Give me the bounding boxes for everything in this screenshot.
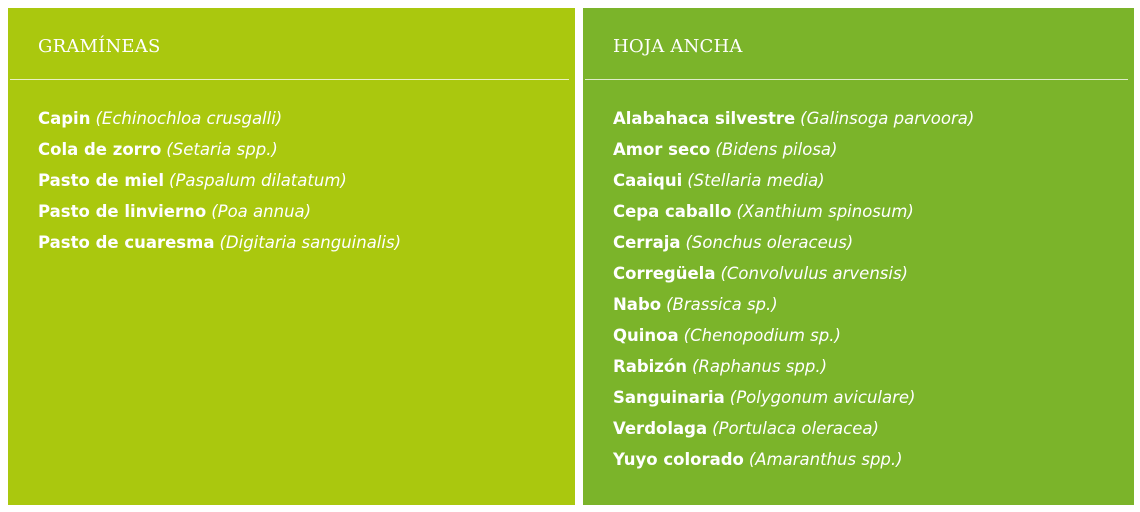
scientific-name: (Chenopodium sp.) <box>683 326 841 345</box>
scientific-name: (Galinsoga parvoora) <box>800 109 975 128</box>
scientific-name: (Echinochloa crusgalli) <box>95 109 283 128</box>
scientific-name: (Sonchus oleraceus) <box>685 233 854 252</box>
list-item <box>38 230 565 261</box>
scientific-name: (Bidens pilosa) <box>715 140 838 159</box>
common-name: Alabahaca silvestre <box>613 109 796 128</box>
common-name: Pasto de miel <box>38 171 165 190</box>
hoja-ancha-title: HOJA ANCHA <box>613 36 743 57</box>
common-name: Caaiqui <box>613 171 683 190</box>
list-item <box>613 385 1124 416</box>
list-item <box>613 230 1124 261</box>
scientific-name: (Poa annua) <box>211 202 312 221</box>
list-item <box>38 106 565 137</box>
hoja-ancha-panel <box>583 8 1134 505</box>
common-name: Sanguinaria <box>613 388 725 407</box>
hoja-ancha-list <box>613 106 1124 478</box>
gramineas-divider <box>10 79 569 80</box>
list-item <box>613 137 1124 168</box>
scientific-name: (Paspalum dilatatum) <box>169 171 347 190</box>
common-name: Pasto de linvierno <box>38 202 207 221</box>
scientific-name: (Brassica sp.) <box>666 295 778 314</box>
scientific-name: (Portulaca oleracea) <box>712 419 879 438</box>
scientific-name: (Convolvulus arvensis) <box>720 264 908 283</box>
list-item <box>38 199 565 230</box>
list-item <box>613 261 1124 292</box>
list-item <box>613 323 1124 354</box>
list-item <box>38 168 565 199</box>
common-name: Cepa caballo <box>613 202 732 221</box>
common-name: Pasto de cuaresma <box>38 233 215 252</box>
gramineas-panel <box>8 8 575 505</box>
common-name: Cola de zorro <box>38 140 162 159</box>
common-name: Yuyo colorado <box>613 450 744 469</box>
gramineas-title: GRAMÍNEAS <box>38 36 161 57</box>
scientific-name: (Digitaria sanguinalis) <box>219 233 402 252</box>
common-name: Cerraja <box>613 233 681 252</box>
list-item <box>613 106 1124 137</box>
scientific-name: (Raphanus spp.) <box>692 357 828 376</box>
scientific-name: (Stellaria media) <box>687 171 825 190</box>
list-item <box>613 354 1124 385</box>
list-item <box>38 137 565 168</box>
common-name: Nabo <box>613 295 662 314</box>
list-item <box>613 416 1124 447</box>
list-item <box>613 168 1124 199</box>
common-name: Corregüela <box>613 264 716 283</box>
scientific-name: (Setaria spp.) <box>166 140 278 159</box>
common-name: Quinoa <box>613 326 679 345</box>
list-item <box>613 292 1124 323</box>
list-item <box>613 199 1124 230</box>
common-name: Verdolaga <box>613 419 708 438</box>
scientific-name: (Amaranthus spp.) <box>748 450 903 469</box>
gramineas-list <box>38 106 565 261</box>
common-name: Amor seco <box>613 140 711 159</box>
list-item <box>613 447 1124 478</box>
scientific-name: (Polygonum aviculare) <box>729 388 916 407</box>
common-name: Rabizón <box>613 357 687 376</box>
scientific-name: (Xanthium spinosum) <box>736 202 914 221</box>
hoja-ancha-divider <box>585 79 1128 80</box>
common-name: Capin <box>38 109 91 128</box>
